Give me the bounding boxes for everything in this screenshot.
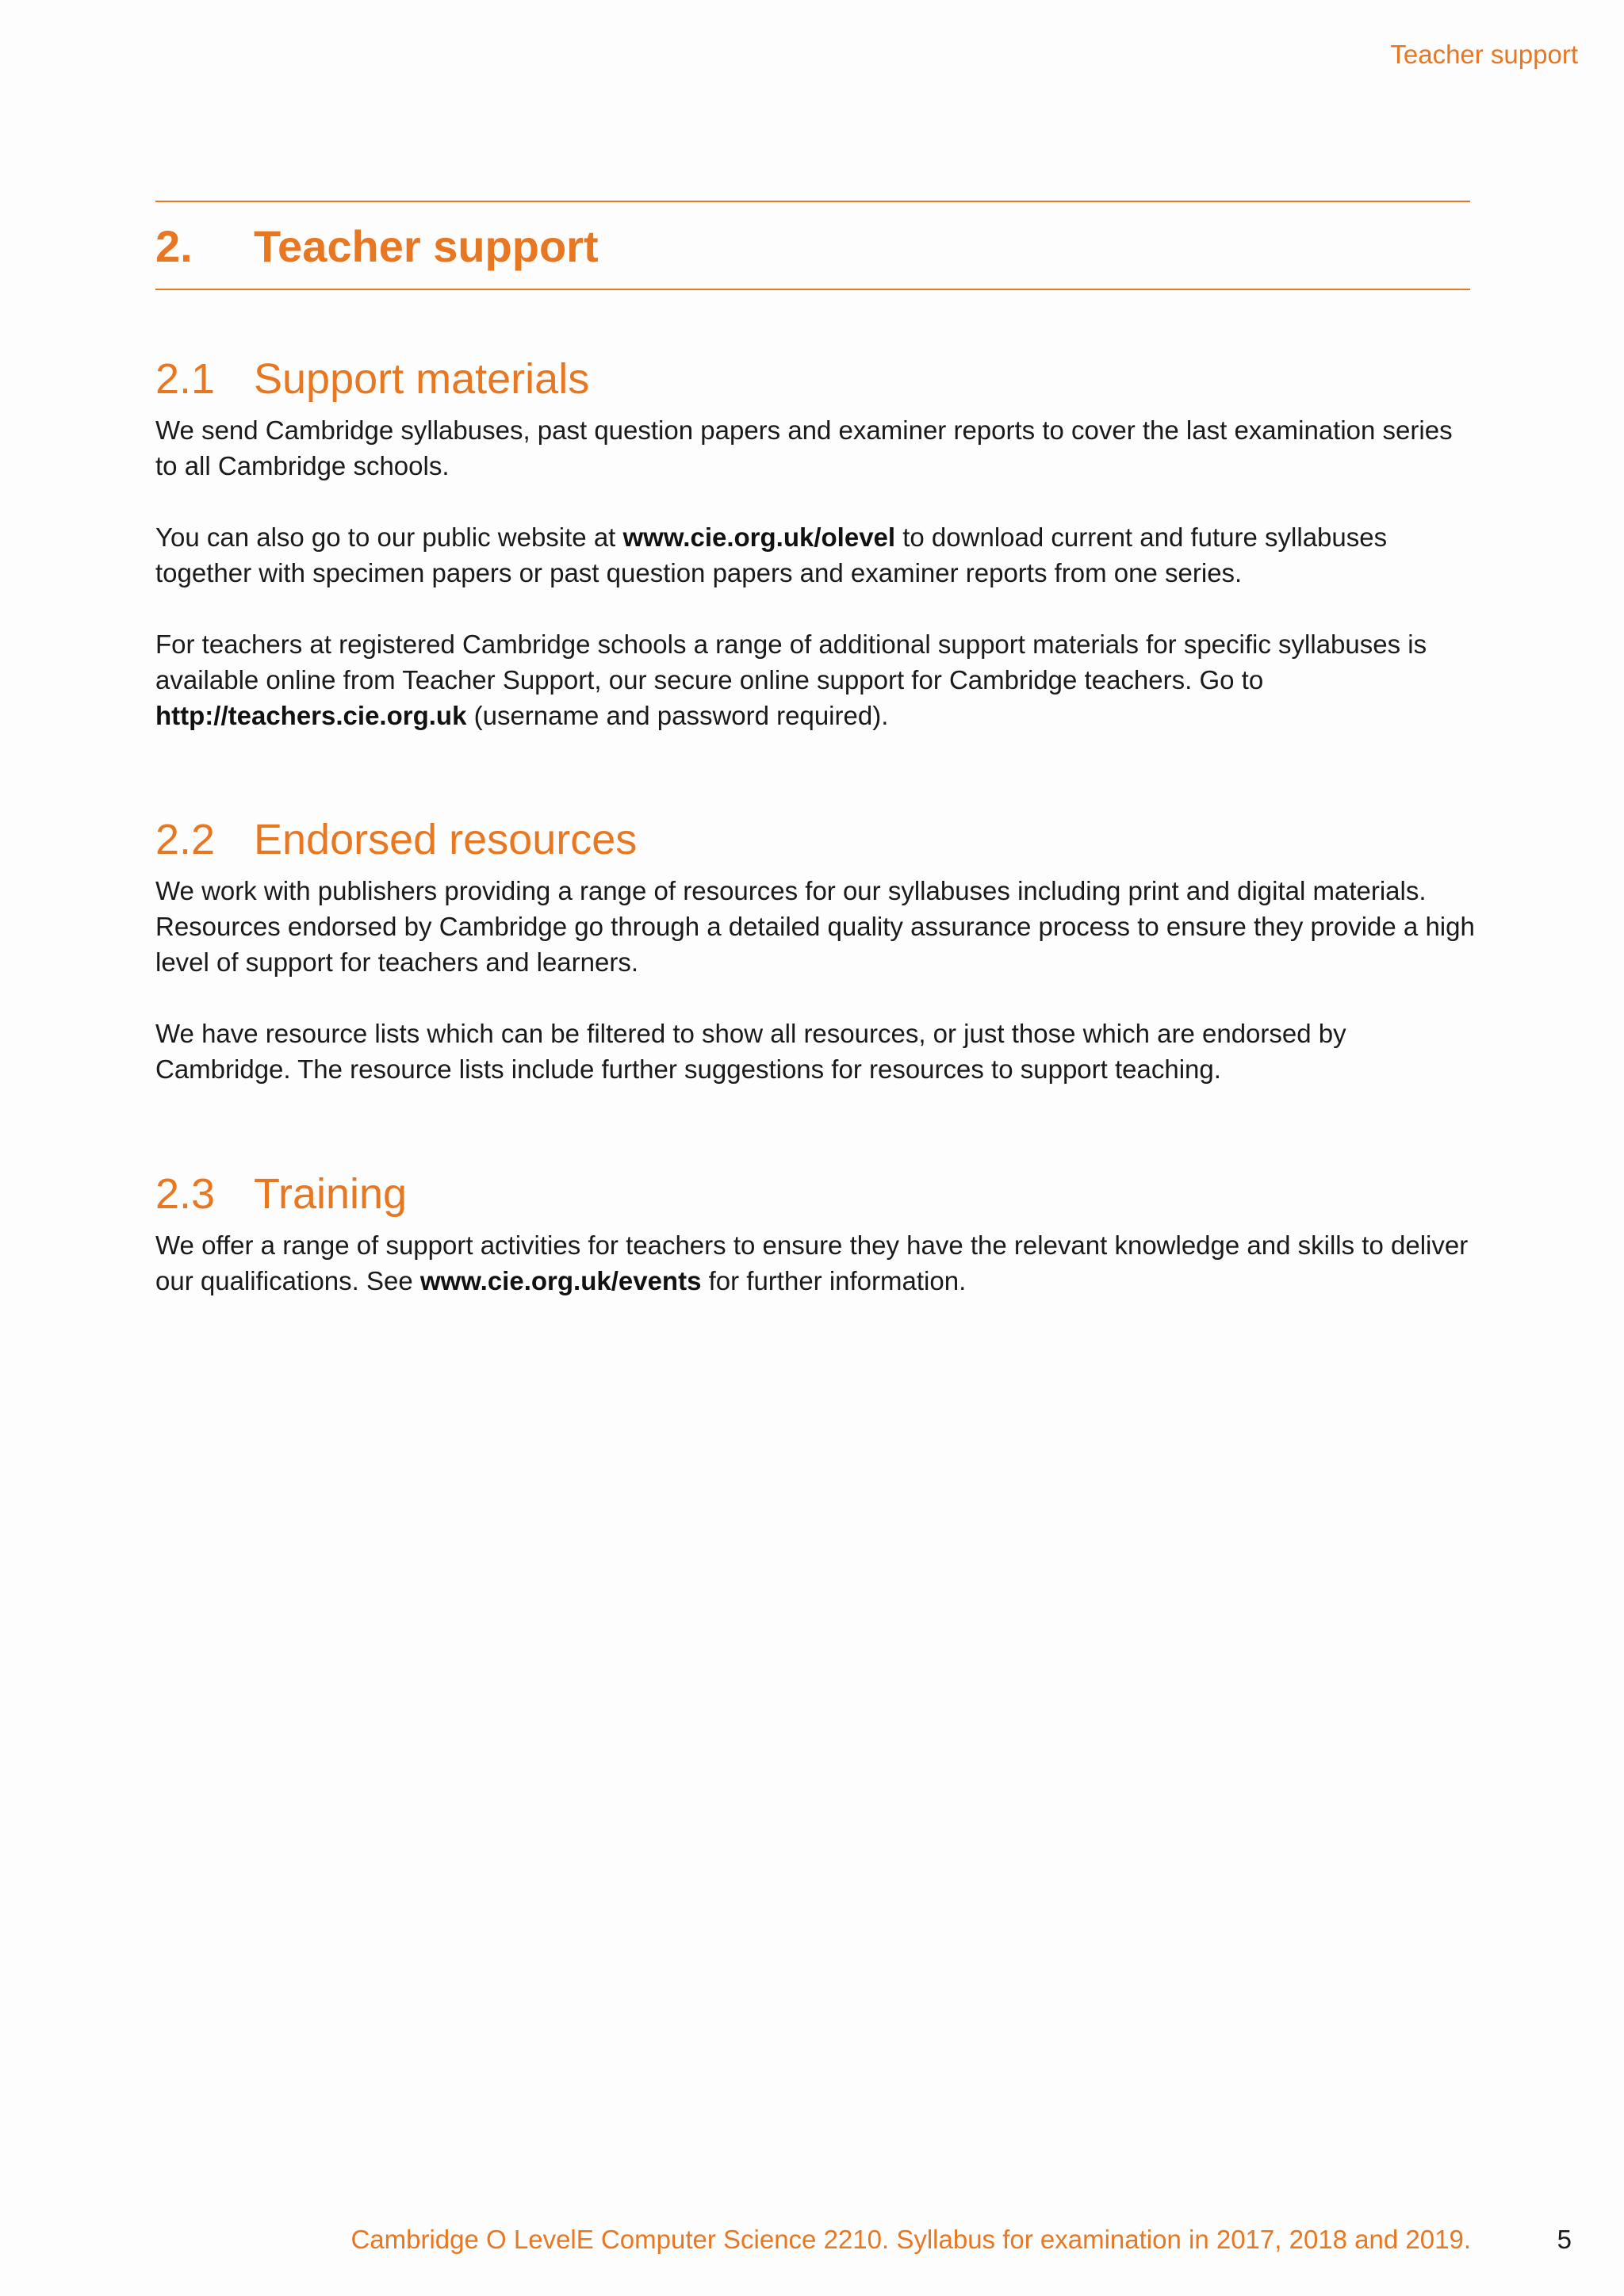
paragraph-text: You can also go to our public website at [155, 522, 623, 552]
paragraph [155, 519, 1480, 591]
page-number: 5 [1557, 2225, 1572, 2254]
section-title: Training [254, 1170, 408, 1218]
section-training [155, 1169, 1480, 1299]
paragraph: We have resource lists which can be filtered to show all resources, or just those which are endorsed by Cambridge. The resource lists include further suggestions for resources to support teaching. [155, 1019, 1346, 1084]
section-endorsed-resources [155, 814, 1480, 1087]
section-heading [155, 1169, 1480, 1219]
chapter-rule-bottom [155, 289, 1470, 290]
paragraph [155, 1227, 1480, 1299]
chapter-title [155, 220, 599, 272]
section-heading [155, 814, 1480, 865]
paragraph-text: for further information. [701, 1266, 967, 1295]
link-olevel[interactable]: www.cie.org.uk/olevel [622, 522, 896, 552]
section-support-materials [155, 354, 1480, 733]
paragraph-text: We offer a range of support activities for teachers to ensure they have the relevant knowledge and skills to deliver our qualifications. See [155, 1230, 1469, 1295]
chapter-title-text: Teacher support [254, 221, 599, 271]
paragraph-text: (username and password required). [466, 701, 889, 730]
paragraph-text: to download current and future syllabuses together with specimen papers or past question papers and examiner reports from one series. [155, 522, 1388, 587]
footer-text: Cambridge O LevelE Computer Science 2210. Syllabus for examination in 2017, 2018 and 2019. [350, 2225, 1471, 2254]
paragraph-text: For teachers at registered Cambridge schools a range of additional support materials for specific syllabuses is available online from Teacher Support, our secure online support for Cambridge teachers. Go to [155, 629, 1427, 695]
link-teacher-support[interactable]: http://teachers.cie.org.uk [155, 701, 467, 730]
section-number: 2.3 [155, 1170, 216, 1218]
chapter-number: 2. [155, 221, 193, 271]
section-number: 2.2 [155, 816, 216, 863]
section-title: Endorsed resources [254, 816, 638, 863]
paragraph [155, 626, 1480, 733]
chapter-rule-top [155, 201, 1470, 202]
section-number: 2.1 [155, 355, 216, 403]
section-heading [155, 354, 1480, 404]
paragraph: We send Cambridge syllabuses, past question papers and examiner reports to cover the last examination series to all Cambridge schools. [155, 415, 1453, 480]
link-events[interactable]: www.cie.org.uk/events [419, 1266, 702, 1295]
paragraph: We work with publishers providing a range of resources for our syllabuses including print and digital materials. Resources endorsed by Cambridge go through a detailed quality assurance process to ensure they provide a high level of support for teachers and learners. [155, 876, 1475, 977]
section-title: Support materials [254, 355, 590, 403]
running-header: Teacher support [1390, 40, 1578, 69]
